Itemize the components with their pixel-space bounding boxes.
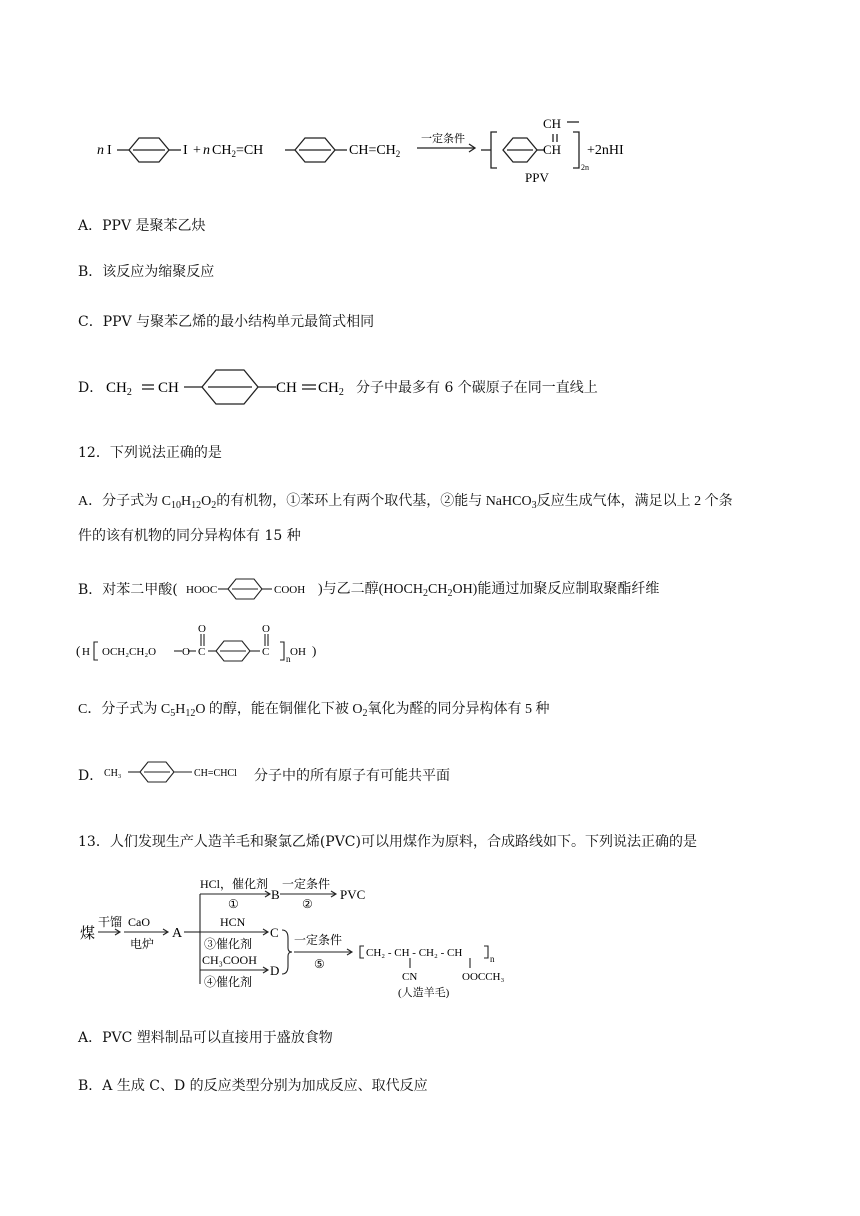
svg-text:CH2: $CH_2$ [318,380,344,398]
svg-text:(: ( [76,643,81,658]
step-2: ② [302,897,313,911]
ppv-label: PPV [525,170,549,185]
vinyl-left: $CH_2=CH$ [212,143,264,159]
cn-group: CN [402,971,418,983]
svg-text:COOH: COOH [274,584,306,596]
compound-b: B [271,887,280,902]
condition-1: 一定条件 [282,877,331,891]
svg-text:HOOC: HOOC [186,584,218,596]
svg-text:CH: CH [276,380,297,396]
ppv-reaction-equation [95,108,655,188]
q12-option-a-line1: A．分子式为 $C_{10}H_{12}O_2$的有机物，①苯环上有两个取代基，②能与 NaHCO$_3$反应生成气体，满足以上 2 个条 [78,494,733,511]
q11-option-a: A．PPV 是聚苯乙炔 [78,218,206,234]
vinyl-right: $CH=CH_2$ [349,143,401,159]
wool-label: (人造羊毛) [398,987,450,999]
ch-bottom: CH [543,142,562,157]
coal: 煤 [80,926,96,942]
step-3: ③催化剂 [204,937,253,951]
svg-text:H: H [82,646,90,658]
iodine-right: I [183,143,188,158]
divinylbenzene-structure [104,364,356,410]
hcl-catalyst: HCl，催化剂 [200,877,269,891]
svg-text:n: n [286,654,291,664]
svg-text:C: C [262,646,270,658]
q12-option-b-prefix: B．对苯二甲酸( [78,582,178,598]
polyester-structure [76,620,326,670]
ch-top: CH [543,116,562,131]
q11-option-d-prefix: D． [78,380,104,396]
svg-text:CH: CH [158,380,179,396]
n-coefficient-1: n [97,143,104,158]
furnace-label: 电炉 [130,937,155,951]
svg-text:O: O [198,623,206,635]
product-hi: +2nHI [587,143,624,158]
svg-text:O: O [182,646,190,658]
methylstyrene-chloride-structure [104,756,254,788]
polymer-n: n [490,954,495,964]
acetic-acid-label: CH₃COOH [202,953,257,967]
q12-option-a-line2: 件的该有机物的同分异构体有 15 种 [78,528,301,544]
acetate-group: OOCCH₃ [462,971,505,983]
terephthalic-acid-structure [186,572,318,606]
polymer-backbone: CH₂ - CH - CH₂ - CH [366,947,463,959]
q12-option-b-rest: )与乙二醇$(HOCH_2CH_2OH)$能通过加聚反应制取聚酯纤维 [318,582,660,599]
plus-sign: + [193,143,201,158]
svg-text:OH: OH [290,646,306,658]
svg-text:CH2: $CH_2$ [106,380,132,398]
step-5: ⑤ [314,957,325,971]
dry-distill: 干馏 [98,915,123,929]
q11-option-b: B．该反应为缩聚反应 [78,264,215,280]
q13-stem: 13．人们发现生产人造羊毛和聚氯乙烯(PVC)可以用煤作为原料，合成路线如下。下列说法正确的是 [78,834,697,850]
cao-label: CaO [128,915,150,929]
compound-c: C [270,925,279,940]
svg-text:O: O [262,623,270,635]
iodine-left: I [107,143,112,158]
svg-text:CH=CHCl: CH=CHCl [194,768,237,779]
q11-option-c: C．PPV 与聚苯乙烯的最小结构单元最简式相同 [78,314,375,330]
svg-text:C: C [198,646,206,658]
step-4: ④催化剂 [204,975,253,989]
q12-option-d-text: 分子中的所有原子有可能共平面 [254,768,450,784]
svg-text:CH₃: CH₃ [104,768,122,779]
q12-option-d-prefix: D． [78,768,104,784]
q13-option-a: A．PVC 塑料制品可以直接用于盛放食物 [78,1030,333,1046]
step-1: ① [228,897,239,911]
hcn-label: HCN [220,915,246,929]
q13-option-b: B．A 生成 C、D 的反应类型分别为加成反应、取代反应 [78,1078,428,1094]
pvc-label: PVC [340,887,366,902]
q12-stem: 12．下列说法正确的是 [78,445,222,461]
synthesis-route-diagram [80,872,540,1000]
svg-text:): ) [312,643,317,658]
svg-text:OCH₂CH₂O: OCH₂CH₂O [102,646,157,658]
subscript-2n: 2n [581,163,589,172]
condition-2: 一定条件 [294,933,343,947]
q12-option-c: C．分子式为 $C_5H_{12}O$ 的醇，能在铜催化下被 $O_2$氧化为醛的同分异构体有 5 种 [78,702,550,719]
n-coefficient-2: n [203,143,210,158]
q11-option-d-text: 分子中最多有 6 个碳原子在同一直线上 [356,380,598,396]
compound-d: D [270,963,280,978]
reaction-condition: 一定条件 [421,133,465,145]
compound-a: A [172,926,183,941]
